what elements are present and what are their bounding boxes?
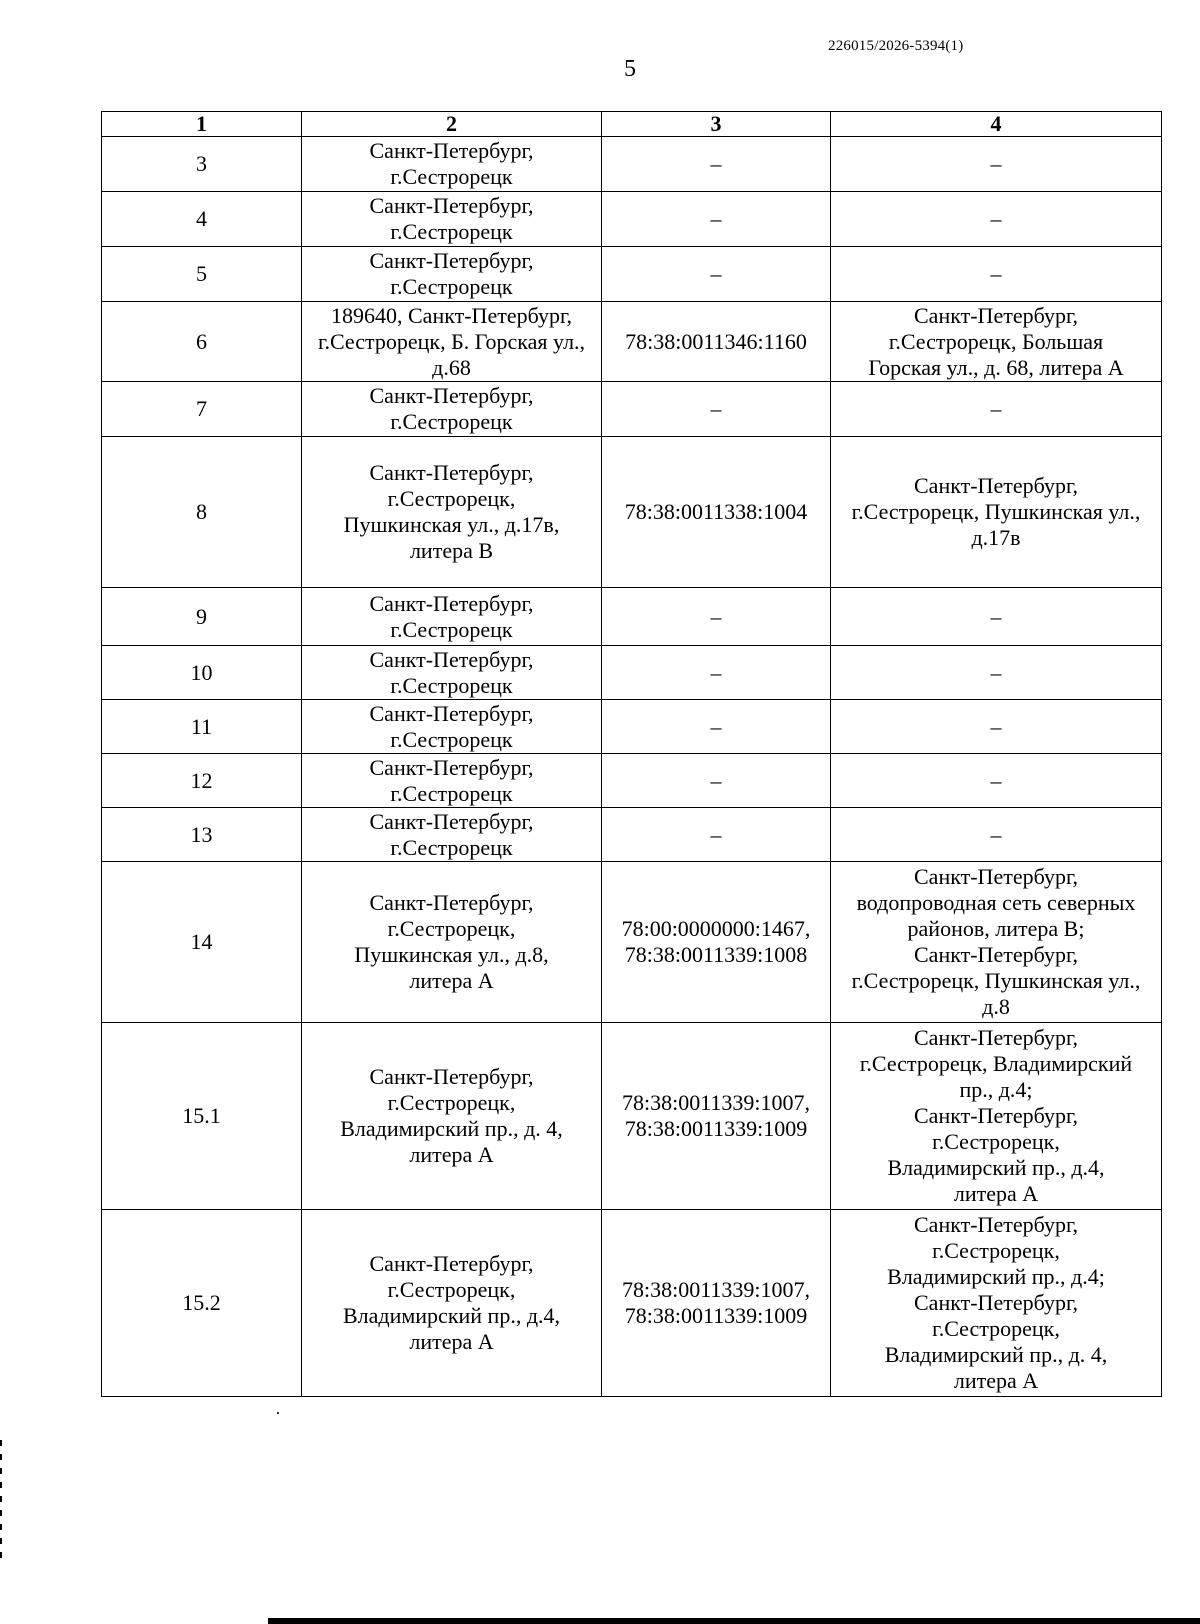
location-cell (831, 1023, 1162, 1210)
cell-text-line: Санкт-Петербург, (914, 473, 1078, 498)
cell-text-line: г.Сестрорецк, Владимирский (859, 1051, 1133, 1076)
row-number-cell: 6 (102, 302, 302, 382)
table-row (102, 302, 1162, 382)
row-number-cell: 15.1 (102, 1023, 302, 1210)
address-cell (302, 808, 602, 862)
location-cell (831, 862, 1162, 1023)
table-row (102, 700, 1162, 754)
cell-text-line: – (990, 603, 1002, 629)
table-row (102, 437, 1162, 588)
table-row (102, 382, 1162, 437)
cell-text-line: г.Сестрорецк, Большая (888, 328, 1104, 354)
location-cell (831, 808, 1162, 862)
table-row (102, 862, 1162, 1023)
location-cell (831, 247, 1162, 302)
address-cell (302, 247, 602, 302)
column-header: 4 (831, 112, 1162, 137)
cadastral-number-cell (602, 1210, 831, 1397)
cell-text-line: Владимирский пр., д. 4, (884, 1342, 1108, 1367)
cell-text-line: 78:38:0011339:1009 (624, 1303, 808, 1328)
cell-text-line: – (990, 659, 1002, 685)
cell-text-line: Санкт-Петербург, (914, 1103, 1078, 1128)
cell-text-line: Санкт-Петербург, (369, 248, 534, 273)
address-cell (302, 588, 602, 646)
row-number-cell: 15.2 (102, 1210, 302, 1397)
cell-text-line: литера А (409, 1329, 494, 1354)
cell-text-line: литера В (409, 538, 494, 563)
location-cell (831, 754, 1162, 808)
data-table (101, 111, 1162, 1397)
cadastral-number-cell (602, 754, 831, 808)
cell-text-line: Санкт-Петербург, (369, 1251, 534, 1276)
cell-text-line: г.Сестрорецк (390, 616, 513, 642)
cadastral-number-cell (602, 137, 831, 192)
cadastral-number-cell (602, 437, 831, 588)
cadastral-number-cell (602, 646, 831, 700)
cell-text-line: 78:38:0011339:1008 (624, 942, 808, 967)
cadastral-number-cell (602, 192, 831, 247)
cell-text-line: – (990, 767, 1002, 793)
cell-text-line: Санкт-Петербург, (369, 1064, 534, 1089)
row-number-cell: 3 (102, 137, 302, 192)
cell-text-line: г.Сестрорецк, Пушкинская ул., (851, 499, 1141, 524)
cell-text-line: – (990, 261, 1002, 286)
cell-text-line: г.Сестрорецк (390, 726, 513, 752)
cell-text-line: литера А (409, 968, 494, 993)
cadastral-number-cell (602, 382, 831, 437)
scan-speck (277, 1412, 279, 1414)
cadastral-number-cell (602, 302, 831, 382)
cell-text-line: Санкт-Петербург, (369, 383, 534, 408)
address-cell (302, 437, 602, 588)
row-number-cell: 4 (102, 192, 302, 247)
cell-text-line: Санкт-Петербург, (914, 864, 1078, 889)
cell-text-line: г.Сестрорецк (390, 164, 513, 189)
cell-text-line: г.Сестрорецк (390, 409, 513, 434)
cell-text-line: районов, литера В; (907, 916, 1085, 941)
cell-text-line: Санкт-Петербург, (369, 808, 534, 834)
column-header: 1 (102, 112, 302, 137)
cell-text-line: г.Сестрорецк, (387, 486, 516, 511)
cell-text-line: д.68 (432, 354, 471, 380)
location-cell (831, 192, 1162, 247)
address-cell (302, 137, 602, 192)
cell-text-line: – (990, 151, 1002, 176)
cell-text-line: Санкт-Петербург, (369, 193, 534, 218)
table-row (102, 808, 1162, 862)
cell-text-line: – (990, 713, 1002, 739)
cell-text-line: г.Сестрорецк, (387, 1090, 516, 1115)
cell-text-line: г.Сестрорецк, (387, 916, 516, 941)
cell-text-line: Санкт-Петербург, (369, 460, 534, 485)
document-number: 226015/2026-5394(1) (828, 38, 964, 54)
cell-text-line: 78:38:0011339:1007, (621, 1090, 811, 1115)
address-cell (302, 754, 602, 808)
cell-text-line: 78:38:0011338:1004 (624, 499, 808, 524)
location-cell (831, 588, 1162, 646)
cell-text-line: Санкт-Петербург, (369, 590, 534, 616)
cell-text-line: – (710, 206, 722, 231)
cell-text-line: Владимирский пр., д.4, (887, 1155, 1105, 1180)
table-row (102, 646, 1162, 700)
cell-text-line: 78:00:0000000:1467, (621, 916, 811, 941)
cell-text-line: – (990, 821, 1002, 847)
cell-text-line: Санкт-Петербург, (914, 1212, 1078, 1237)
column-header: 3 (602, 112, 831, 137)
cell-text-line: г.Сестрорецк (390, 274, 513, 299)
cell-text-line: – (710, 261, 722, 286)
location-cell (831, 137, 1162, 192)
cell-text-line: водопроводная сеть северных (856, 890, 1136, 915)
location-cell (831, 700, 1162, 754)
cadastral-number-cell (602, 1023, 831, 1210)
cell-text-line: 78:38:0011339:1007, (621, 1277, 811, 1302)
row-number-cell: 10 (102, 646, 302, 700)
table-body (102, 112, 1162, 1397)
row-number-cell: 13 (102, 808, 302, 862)
table-row (102, 247, 1162, 302)
cell-text-line: литера А (953, 1368, 1039, 1393)
cell-text-line: – (990, 206, 1002, 231)
scan-edge-marks (0, 1440, 2, 1560)
row-number-cell: 12 (102, 754, 302, 808)
cell-text-line: 189640, Санкт-Петербург, (331, 302, 572, 328)
table-row (102, 137, 1162, 192)
cell-text-line: – (710, 713, 722, 739)
address-cell (302, 382, 602, 437)
row-number-cell: 7 (102, 382, 302, 437)
cell-text-line: д.17в (971, 525, 1021, 550)
address-cell (302, 302, 602, 382)
cell-text-line: г.Сестрорецк, (387, 1277, 516, 1302)
cell-text-line: д.8 (982, 994, 1010, 1019)
cadastral-number-cell (602, 808, 831, 862)
cadastral-number-cell (602, 862, 831, 1023)
cadastral-number-cell (602, 247, 831, 302)
table-header-row (102, 112, 1162, 137)
cell-text-line: – (710, 821, 722, 847)
cell-text-line: – (990, 396, 1002, 421)
cell-text-line: г.Сестрорецк (390, 219, 513, 244)
cell-text-line: г.Сестрорецк (390, 672, 513, 698)
cell-text-line: литера А (409, 1142, 494, 1167)
row-number-cell: 8 (102, 437, 302, 588)
row-number-cell: 14 (102, 862, 302, 1023)
cell-text-line: г.Сестрорецк, Б. Горская ул., (317, 328, 586, 354)
cell-text-line: Санкт-Петербург, (914, 942, 1078, 967)
column-header: 2 (302, 112, 602, 137)
cell-text-line: – (710, 396, 722, 421)
cell-text-line: 78:38:0011346:1160 (625, 328, 807, 354)
cadastral-number-cell (602, 700, 831, 754)
location-cell (831, 437, 1162, 588)
cell-text-line: г.Сестрорецк, Пушкинская ул., (851, 968, 1141, 993)
address-cell (302, 862, 602, 1023)
location-cell (831, 302, 1162, 382)
location-cell (831, 646, 1162, 700)
cell-text-line: Санкт-Петербург, (914, 1025, 1078, 1050)
cell-text-line: Санкт-Петербург, (369, 754, 534, 780)
address-cell (302, 700, 602, 754)
table-row (102, 754, 1162, 808)
cell-text-line: Пушкинская ул., д.8, (354, 942, 549, 967)
cell-text-line: Санкт-Петербург, (914, 302, 1078, 328)
page-number: 5 (624, 56, 636, 82)
cell-text-line: пр., д.4; (959, 1077, 1033, 1102)
location-cell (831, 382, 1162, 437)
cell-text-line: Санкт-Петербург, (369, 138, 534, 163)
cadastral-number-cell (602, 588, 831, 646)
cell-text-line: г.Сестрорецк (390, 780, 513, 806)
table-row (102, 192, 1162, 247)
address-cell (302, 192, 602, 247)
cell-text-line: Владимирский пр., д.4, (342, 1303, 561, 1328)
cell-text-line: Санкт-Петербург, (369, 646, 534, 672)
address-cell (302, 1210, 602, 1397)
location-cell (831, 1210, 1162, 1397)
cell-text-line: – (710, 151, 722, 176)
table-row (102, 1023, 1162, 1210)
cell-text-line: г.Сестрорецк (390, 834, 513, 860)
cell-text-line: – (710, 659, 722, 685)
cell-text-line: Горская ул., д. 68, литера А (868, 354, 1124, 380)
cell-text-line: 78:38:0011339:1009 (624, 1116, 808, 1141)
cell-text-line: Владимирский пр., д.4; (887, 1264, 1105, 1289)
row-number-cell: 11 (102, 700, 302, 754)
cell-text-line: литера А (953, 1181, 1039, 1206)
cell-text-line: – (710, 767, 722, 793)
cell-text-line: Пушкинская ул., д.17в, (343, 512, 560, 537)
address-cell (302, 1023, 602, 1210)
cell-text-line: Санкт-Петербург, (369, 890, 534, 915)
cell-text-line: г.Сестрорецк, (932, 1238, 1060, 1263)
row-number-cell: 9 (102, 588, 302, 646)
cell-text-line: – (710, 603, 722, 629)
scan-bottom-bar (268, 1618, 1200, 1624)
cell-text-line: Санкт-Петербург, (914, 1290, 1078, 1315)
cell-text-line: Владимирский пр., д. 4, (340, 1116, 563, 1141)
cell-text-line: г.Сестрорецк, (932, 1129, 1060, 1154)
address-cell (302, 646, 602, 700)
cell-text-line: Санкт-Петербург, (369, 700, 534, 726)
row-number-cell: 5 (102, 247, 302, 302)
table-row (102, 1210, 1162, 1397)
cell-text-line: г.Сестрорецк, (932, 1316, 1060, 1341)
table-row (102, 588, 1162, 646)
